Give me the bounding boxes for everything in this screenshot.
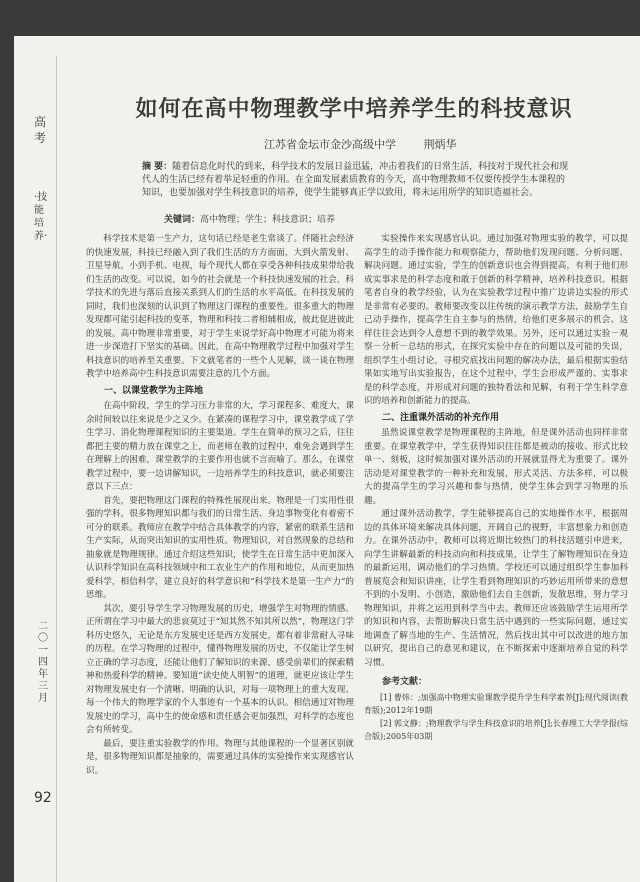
keywords: [164, 212, 564, 225]
abstract-label: 摘 要：: [142, 162, 173, 172]
scanned-page: [14, 36, 640, 882]
journal-name: 高考: [34, 115, 47, 145]
body-paragraph: 通过课外活动教学，学生能够提高自己的实地操作水平，根据周边的具体环境来解决具体问题，开阔自己的视野，丰富想象力和创造力。在课外活动中，教师可以将近期比较热门的科技活题引申进来，向学生讲解最新的科技动向和科技成果，让学生了解物理知识在身边的最新运用，调动他们的学习热情。学校还可以通过组织学生参加科普展览会和知识讲座，让学生看到物理知识的巧妙运用所带来的意想不到的小发明、小创造，激励他们去自主创新，发散思维，努力学习物理知识，并将之运用到科学当中去。教师还应该鼓励学生运用所学的知识和内容，去帮助解决日常生活中遇到的一些实际问题，通过实地调查了解当地的生产、生活情况，然后找出其中可以改进的地方加以研究，提出自己的意见和建议，在不断探索中逐渐培养自觉的科学习惯。: [364, 509, 628, 668]
article-title: 如何在高中物理教学中培养学生的科技意识: [135, 97, 573, 122]
affiliation: 江苏省金坛市金沙高级中学: [264, 138, 396, 151]
references-heading: 参考文献：: [382, 677, 428, 687]
section-heading: 一、以课堂教学为主阵地: [104, 385, 204, 396]
reference-item: [2] 郭文静：;物理教学与学生科技意识的培养[J];长春理工大学学报(综合版);2005年03期: [364, 719, 628, 741]
author-line: [264, 136, 524, 152]
abstract-text: 随着信息化时代的到来，科学技术的发展日益迅猛，冲击着我们的日常生活，科技对于现代社会和现代人的生活已经有着举足轻重的作用。在全面发展素质教育的今天，高中物理教师不仅要传授学生本课程的知识，也要加强对学生科技意识的培养，使学生能够真正学以致用，将未运用所学的知识造福社会。: [142, 162, 569, 198]
journal-sidebar: [24, 36, 64, 882]
body-paragraph: 在高中阶段，学生的学习压力非常的大，学习课程多、难度大，课余时间较以往来说是少之又少。在紧凑的课程学习中，课堂教学成了学生学习、消化物理课程知识的主要渠道。学生在简单的预习之后，往往都把主要的精力放在课堂之上，而老师在教的过程中，难免会遇到学生在理解上的困难，课堂教学的主要作用也就不言而喻了。那么，在课堂教学过程中，要一边讲解知识，一边培养学生的科技意识，就必须要注意以下三点：: [86, 401, 354, 492]
body-paragraph: 首先，要把物理这门课程的特殊性展现出来。物理是一门实用性很强的学科，很多物理知识都与我们的日常生活、身边事物变化有着密不可分的联系。教师应在教学中结合具体教学的内容，紧密的联系生活和生产实际，从而突出知识的实用性质。物理知识，对自然现象的总结和抽象就是物理规律。通过介绍这些知识，使学生在日常生活中更加深入认识科学知识在高科技领域中和工农业生产的作用和地位，从而更加热爱科学，相信科学，建立良好的科学意识和“科学技术是第一生产力”的思维。: [86, 495, 354, 600]
page-number: 92: [34, 790, 52, 806]
keywords-label: 关键词：: [164, 215, 201, 225]
body-paragraph: 实验操作来实现感官认识。通过加强对物理实验的教学，可以提高学生的动手操作能力和观察能力，帮助他们发现问题、分析问题、解决问题。通过实验，学生的创新意识也会得到提高，有利于他们形成实事求是的科学态度和敢于创新的科学精神，培养科技意识。根据笔者自身的教学经验，认为在实验教学过程中推广边讲边实验的形式是非常有必要的。教师要改变以往传统的演示教学方法，鼓励学生自己动手操作，提高学生自主参与的热情，给他们更多展示的机会。这样往往会达到令人意想不到的教学效果。另外，还可以通过实验－观察－分析－总结的形式，在探究实验中存在的问题以及可能的失误，组织学生小组讨论，寻根究底找出问题的解决办法，最后根据实验结果如实地写出实验报告，在这个过程中，学生会形成严谨的、实事求是的科学态度，并形成对问题的独特看法和见解，有利于学生科学意识的培养和创新能力的提高。: [364, 234, 628, 406]
issue-date: 二〇一四年三月: [38, 621, 48, 704]
body-paragraph: 最后，要注重实验教学的作用。物理与其他课程的一个显著区别就是，很多物理知识都是抽象的，需要通过具体的实验操作来实现感官认识。: [86, 738, 354, 776]
body-left-column: [86, 233, 354, 873]
body-paragraph: 其次，要引导学生学习物理发展的历史，增强学生对物理的情感。正所谓在学习中最大的悲哀莫过于“知其然不知其所以然”，物理这门学科历史悠久，无论是东方发展史还是西方发展史，都有着非常耐人寻味的历程。在学习物理的过程中，懂得物理发展的历史，不仅能让学生树立正确的学习态度，还能让他们了解知识的来源，感受前辈们的探索精神和热爱科学的精神。要知道“读史使人明智”的道理，就更应该让学生对物理发展史有一个清晰、明确的认识，对每一项物理上的重大发现、每一个伟大的物理学家的个人事迹有一个基本的认识。相信通过对物理发展史的学习，高中生的使命感和责任感会更加强烈，对科学的态度也会有所转变。: [86, 603, 354, 735]
keywords-text: 高中物理；学生；科技意识；培养: [200, 215, 336, 225]
references: [364, 676, 628, 743]
body-paragraph: 科学技术是第一生产力，这句话已经是老生常谈了。伴随社会经济的快速发展，科技已经融入到了我们生活的方方面面，大到火箭发射、卫星导航，小到手机、电视，每个现代人都在享受各种科技成果带给我们生活的改变。可以说，如今的社会就是一个科技快速发展的社会，科学技术的先进与落后直接关系到人们的生活的水平高低。在科技发展的同时，我们也深刻的认识到了物理这门课程的重要性。很多重大的物理发现都可能引起科技的变革，物理和科技二者相辅相成，彼此促进彼此的发展。高中物理非常重要，对于学生来说学好高中物理才可能为将来进一步深造打下坚实的基础。因此，在高中物理教学过程中加强对学生科技意识的培养至关重要。下文就笔者的一些个人见解，谈一谈在物理教学中培养高中生科技意识需要注意的几个方面。: [86, 234, 354, 379]
body-right-column: [364, 233, 628, 853]
author-name: 荆炳华: [423, 138, 457, 151]
section-heading: 二、注重课外活动的补充作用: [382, 412, 500, 423]
abstract: [142, 161, 572, 200]
body-paragraph: 虽然说课堂教学是物理课程的主阵地，但是课外活动也同样非常重要。在课堂教学中，学生获得知识往往都是被动的接收、形式比较单一、刻板，这时候加强对课外活动的开展就显得尤为重要了。课外活动是对课堂教学的一种补充和发展，形式灵活、方法多样，可以极大的提高学生的学习兴趣和参与热情，使学生体会到学习物理的乐趣。: [364, 428, 628, 506]
column-name: ·技能培养·: [34, 192, 48, 242]
reference-item: [1] 曹炜：;加强高中物理实验课教学提升学生科学素养[J];现代阅读(教育版);2012年19期: [364, 693, 628, 715]
